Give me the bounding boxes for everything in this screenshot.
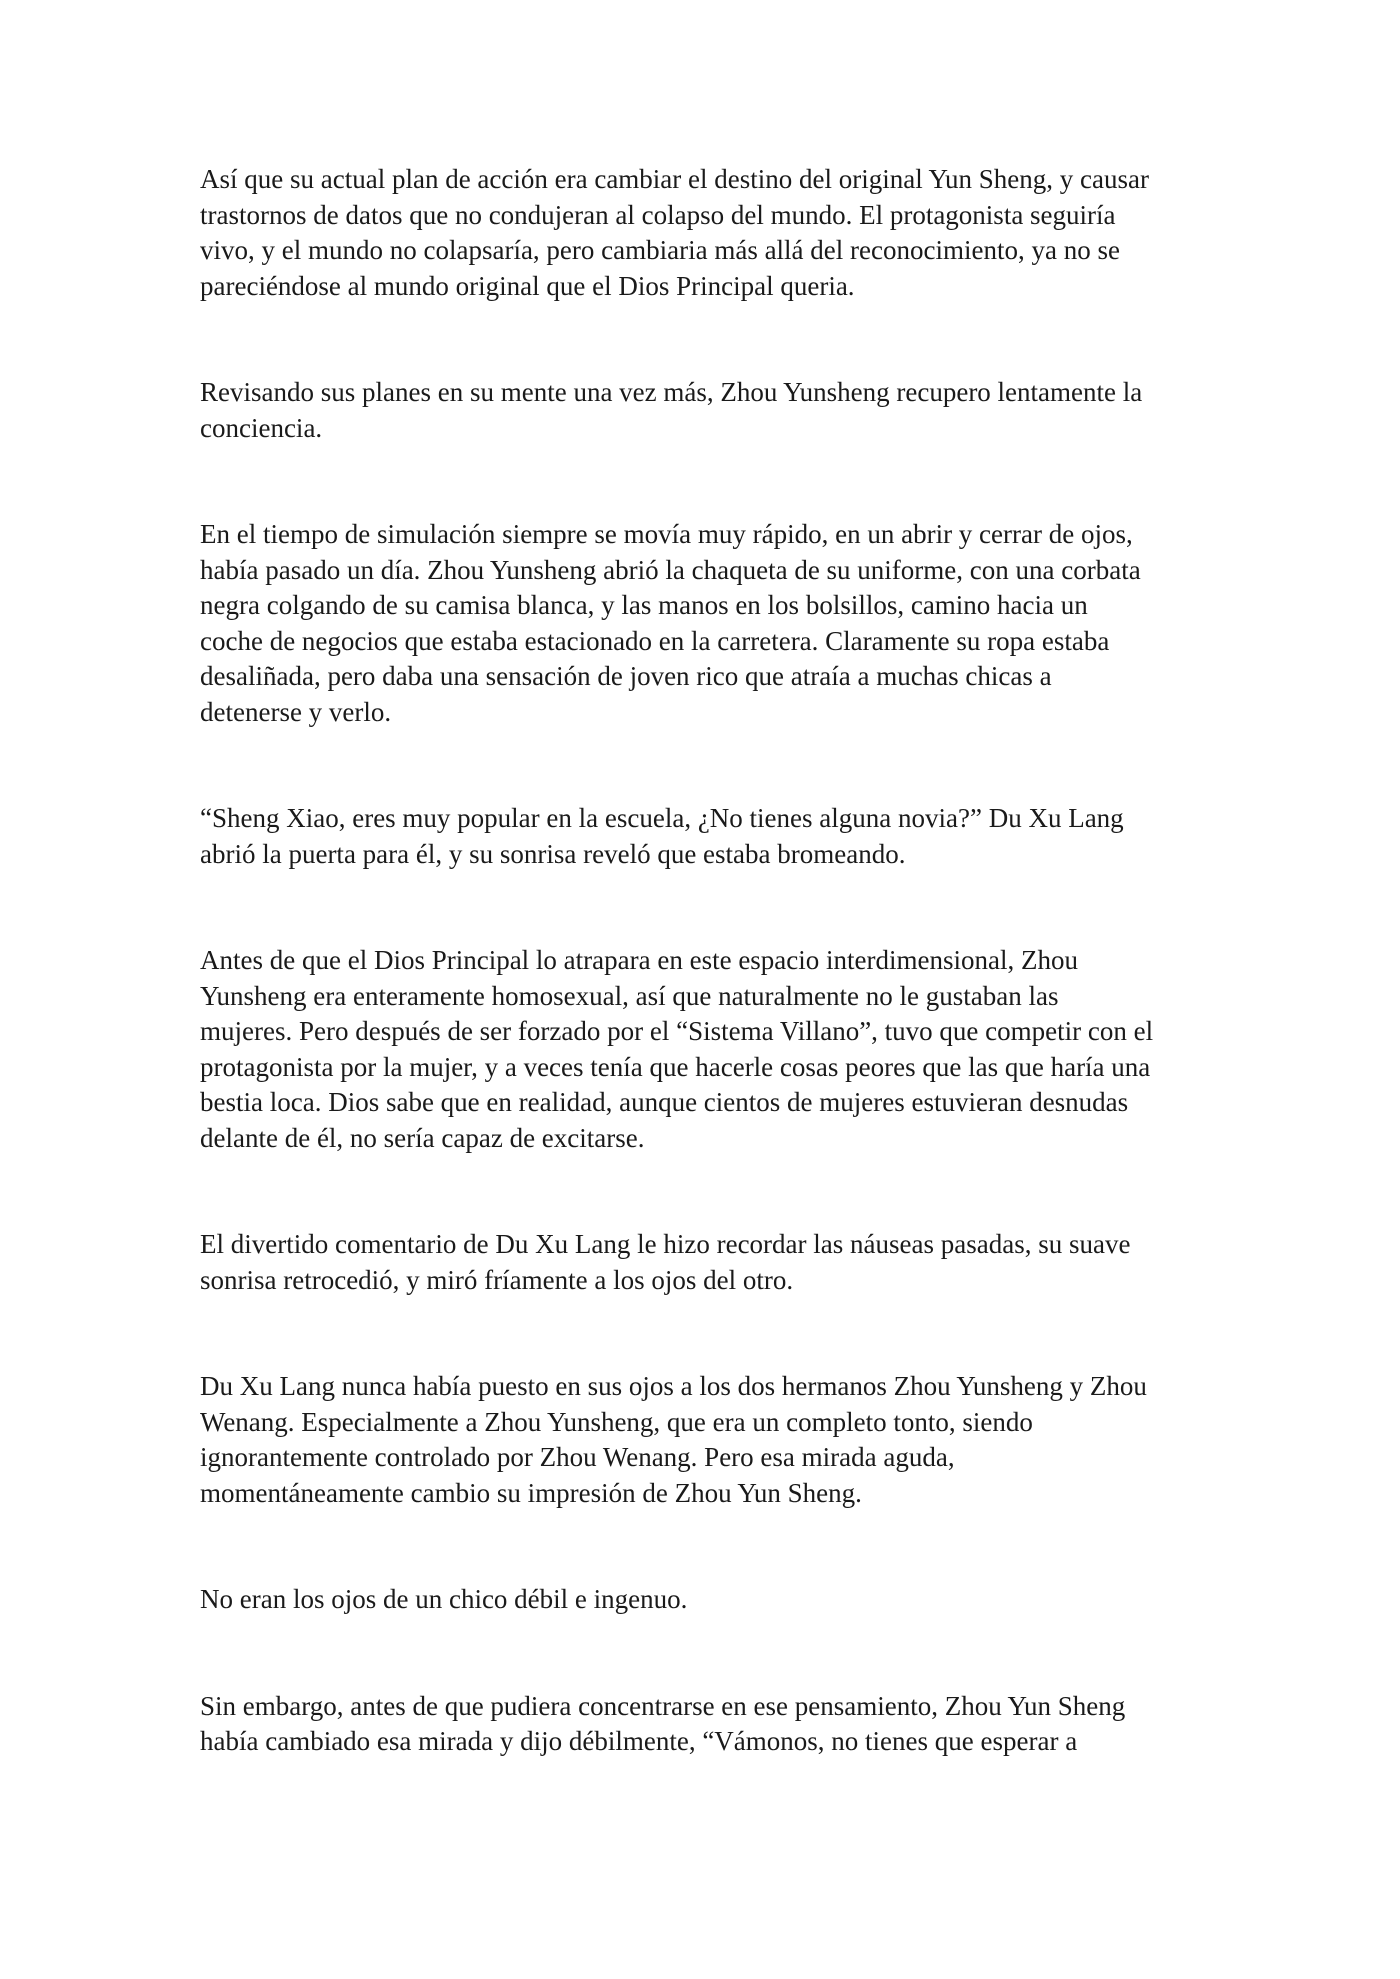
paragraph: No eran los ojos de un chico débil e ingenuo. <box>200 1584 688 1614</box>
paragraph: En el tiempo de simulación siempre se movía muy rápido, en un abrir y cerrar de ojos, había pasado un día. Zhou Yunsheng abrió la chaqueta de su uniforme, con una corbata negra colgando de su camisa blanca, y las manos en los bolsillos, camino hacia un coche de negocios que estaba estacionado en la carretera. Claramente su ropa estaba desaliñada, pero daba una sensación de joven rico que atraía a muchas chicas a detenerse y verlo. <box>200 519 1141 727</box>
paragraph: “Sheng Xiao, eres muy popular en la escuela, ¿No tienes alguna novia?” Du Xu Lang abrió la puerta para él, y su sonrisa reveló que estaba bromeando. <box>200 803 1124 869</box>
paragraph: Antes de que el Dios Principal lo atrapara en este espacio interdimensional, Zhou Yunsheng era enteramente homosexual, así que naturalmente no le gustaban las mujeres. Pero después de ser forzado por el “Sistema Villano”, tuvo que competir con el protagonista por la mujer, y a veces tenía que hacerle cosas peores que las que haría una bestia loca. Dios sabe que en realidad, aunque cientos de mujeres estuvieran desnudas delante de él, no sería capaz de excitarse. <box>200 945 1154 1153</box>
paragraph: Revisando sus planes en su mente una vez más, Zhou Yunsheng recupero lentamente la conciencia. <box>200 377 1143 443</box>
paragraph: Así que su actual plan de acción era cambiar el destino del original Yun Sheng, y causar trastornos de datos que no condujeran al colapso del mundo. El protagonista seguiría vivo, y el mundo no colapsaría, pero cambiaria más allá del reconocimiento, ya no se pareciéndose al mundo original que el Dios Principal queria. <box>200 164 1149 301</box>
paragraph: El divertido comentario de Du Xu Lang le hizo recordar las náuseas pasadas, su suave sonrisa retrocedió, y miró fríamente a los ojos del otro. <box>200 1229 1131 1295</box>
paragraph: Du Xu Lang nunca había puesto en sus ojos a los dos hermanos Zhou Yunsheng y Zhou Wenang. Especialmente a Zhou Yunsheng, que era un completo tonto, siendo ignorantemente controlado por Zhou Wenang. Pero esa mirada aguda, momentáneamente cambio su impresión de Zhou Yun Sheng. <box>200 1371 1147 1508</box>
document-body <box>200 162 1210 1831</box>
paragraph: Sin embargo, antes de que pudiera concentrarse en ese pensamiento, Zhou Yun Sheng había cambiado esa mirada y dijo débilmente, “Vámonos, no tienes que esperar a <box>200 1690 1126 1756</box>
